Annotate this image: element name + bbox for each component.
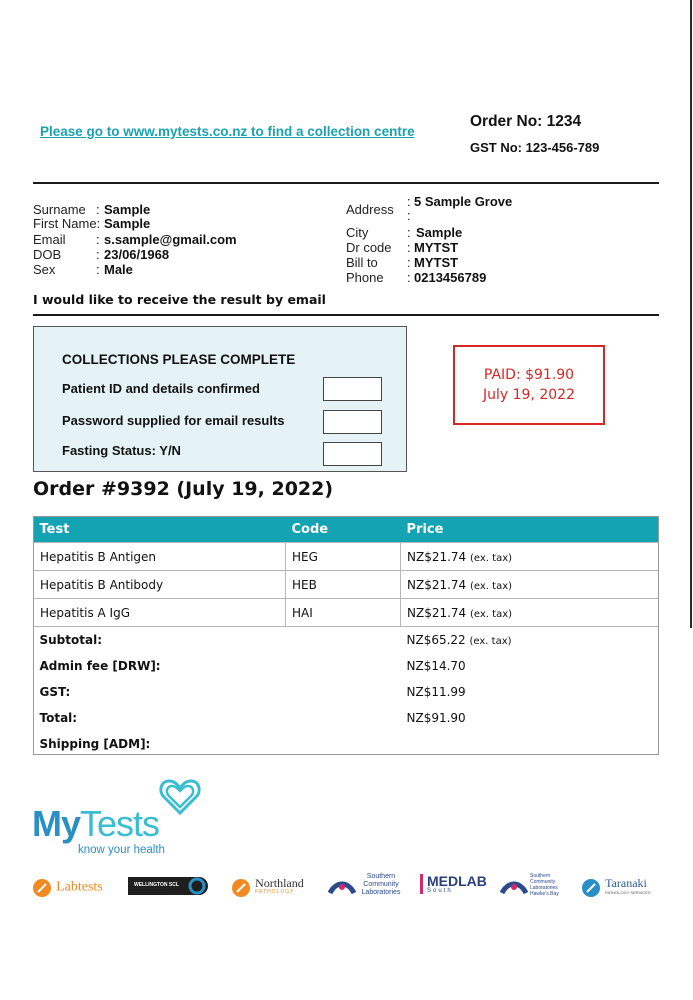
test-price: NZ$21.74 (ex. tax) — [401, 599, 659, 627]
shipping-value — [401, 731, 659, 757]
email-value: s.sample@gmail.com — [104, 232, 237, 247]
password-checkbox[interactable] — [323, 410, 382, 434]
table-row — [34, 599, 659, 627]
admin-fee-row — [34, 653, 659, 679]
gst-label: GST: — [39, 685, 71, 699]
paid-stamp — [453, 345, 605, 425]
labtests-icon — [33, 879, 51, 897]
paid-date: July 19, 2022 — [483, 387, 575, 403]
gst-row — [34, 679, 659, 705]
taranaki-pathology-logo: Taranaki PATHOLOGY SERVICES — [582, 877, 651, 897]
surname-value: Sample — [104, 202, 151, 217]
northland-icon — [232, 879, 250, 897]
shipping-row — [34, 731, 659, 757]
southern-icon — [328, 879, 356, 897]
shipping-label: Shipping [ADM]: — [39, 737, 151, 751]
taranaki-icon — [582, 879, 600, 897]
city-label: City — [346, 225, 369, 240]
admin-fee-value: NZ$14.70 — [406, 659, 466, 673]
total-row — [34, 705, 659, 731]
test-price: NZ$21.74 (ex. tax) — [401, 571, 659, 599]
first-name-value: Sample — [104, 216, 151, 231]
test-code: HAI — [286, 599, 401, 627]
sex-label: Sex — [33, 262, 56, 277]
sex-value: Male — [104, 262, 133, 277]
collection-item-patient-id: Patient ID and details confirmed — [62, 381, 260, 396]
patient-id-checkbox[interactable] — [323, 377, 382, 401]
subtotal-row — [34, 627, 659, 654]
surname-label: Surname — [33, 202, 86, 217]
test-code: HEG — [286, 543, 401, 571]
first-name-label: First Name: — [33, 216, 101, 231]
total-value: NZ$91.90 — [406, 711, 466, 725]
admin-fee-label: Admin fee [DRW]: — [39, 659, 161, 673]
page-edge-line — [690, 0, 692, 628]
address-label: Address — [346, 202, 394, 217]
column-test: Test — [34, 516, 286, 543]
subtotal-value: NZ$65.22 (ex. tax) — [406, 633, 512, 647]
test-price: NZ$21.74 (ex. tax) — [401, 543, 659, 571]
labtests-logo: Labtests — [33, 877, 103, 897]
table-row — [34, 543, 659, 571]
order-number: Order No: 1234 — [470, 113, 582, 130]
fasting-checkbox[interactable] — [323, 442, 382, 466]
logo-wordmark: MyTests — [32, 803, 160, 844]
test-name: Hepatitis B Antibody — [34, 571, 286, 599]
email-preference: I would like to receive the result by email — [33, 292, 326, 307]
divider-middle — [33, 314, 659, 316]
column-price: Price — [401, 516, 659, 543]
collection-item-fasting: Fasting Status: Y/N — [62, 443, 181, 458]
order-table — [33, 516, 659, 757]
city-value: Sample — [416, 225, 463, 240]
heart-icon — [158, 777, 202, 817]
bill-to-value: MYTST — [414, 255, 459, 270]
order-title: Order #9392 (July 19, 2022) — [33, 478, 334, 500]
dr-code-value: MYTST — [414, 240, 459, 255]
gst-value: NZ$11.99 — [406, 685, 466, 699]
medlab-south-logo: MEDLAB South — [420, 874, 487, 894]
test-name: Hepatitis A IgG — [34, 599, 286, 627]
southern-hb-icon — [500, 879, 528, 897]
dob-value: 23/06/1968 — [104, 247, 170, 262]
divider-top — [33, 182, 659, 184]
subtotal-label: Subtotal: — [39, 633, 103, 647]
table-header-row — [34, 516, 659, 543]
wellington-scl-logo: WELLINGTON SCL — [128, 877, 208, 895]
gst-number: GST No: 123-456-789 — [470, 140, 600, 155]
collections-title: COLLECTIONS PLEASE COMPLETE — [62, 352, 296, 367]
test-name: Hepatitis B Antigen — [34, 543, 286, 571]
table-row — [34, 571, 659, 599]
test-code: HEB — [286, 571, 401, 599]
email-label: Email — [33, 232, 66, 247]
wellington-scl-icon — [186, 877, 208, 895]
paid-amount: PAID: $91.90 — [483, 367, 575, 383]
dr-code-label: Dr code — [346, 240, 392, 255]
total-label: Total: — [39, 711, 78, 725]
column-code: Code — [286, 516, 401, 543]
address-value: 5 Sample Grove — [414, 194, 513, 209]
phone-value: 0213456789 — [414, 270, 487, 285]
logo-tagline: know your health — [78, 844, 165, 856]
collection-centre-link[interactable]: Please go to www.mytests.co.nz to find a collection centre — [40, 124, 415, 139]
phone-label: Phone — [346, 270, 384, 285]
northland-pathology-logo: Northland PATHOLOGY — [232, 877, 304, 897]
collection-item-password: Password supplied for email results — [62, 413, 285, 428]
bill-to-label: Bill to — [346, 255, 378, 270]
dob-label: DOB — [33, 247, 62, 262]
